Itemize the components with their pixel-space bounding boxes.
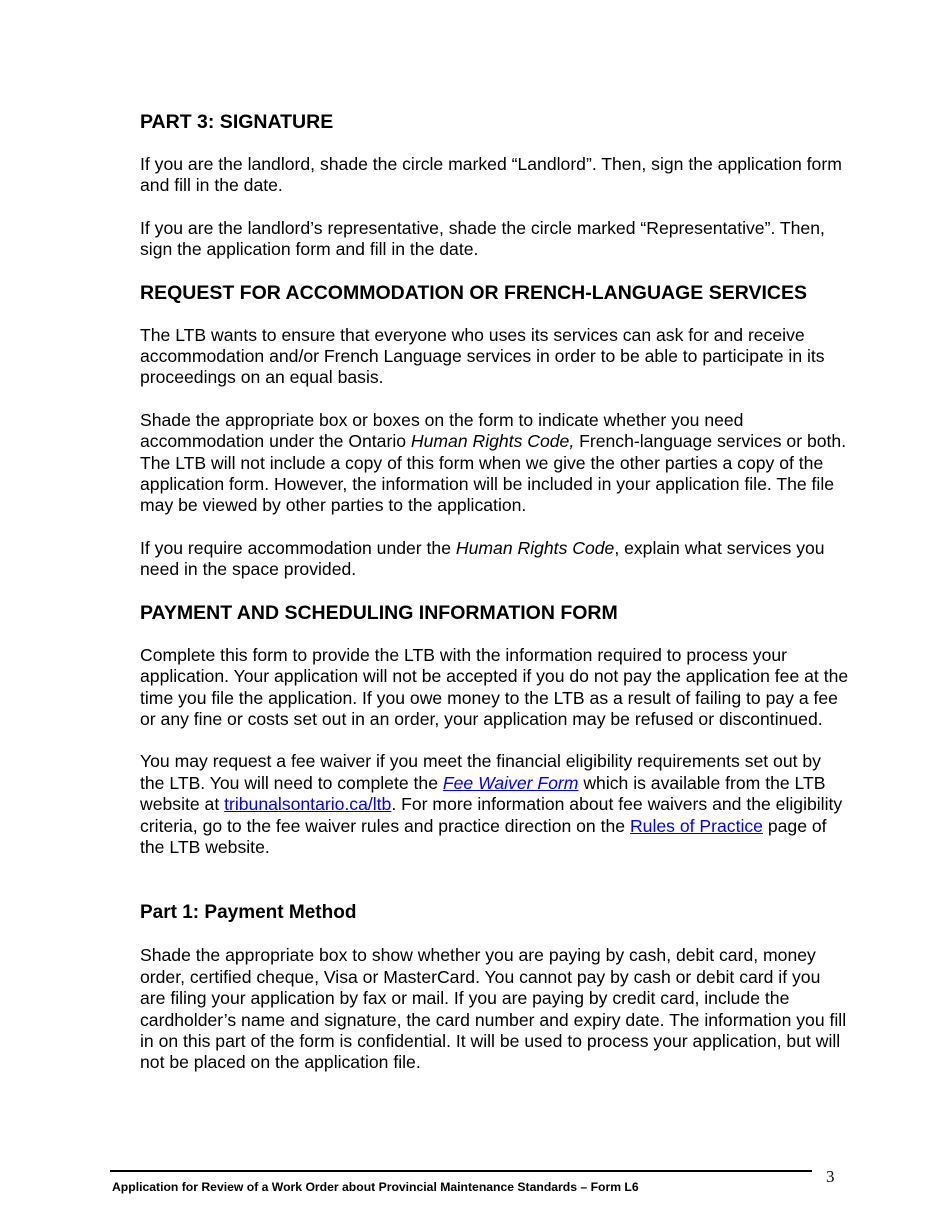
accommodation-para-shade [140,410,850,517]
part1-heading: Part 1: Payment Method [140,902,357,924]
footer-divider [110,1170,812,1172]
accommodation-para-explain [140,538,850,581]
part3-para-representative: If you are the landlord’s representative, shade the circle marked “Representative”. Then, sign the application form and fill in the date. [140,217,825,260]
accommodation-heading: REQUEST FOR ACCOMMODATION OR FRENCH-LANGUAGE SERVICES [140,281,807,304]
part3-para-landlord: If you are the landlord, shade the circle marked “Landlord”. Then, sign the application form and fill in the date. [140,154,842,196]
footer-form-title: Application for Review of a Work Order about Provincial Maintenance Standards – Form L6 [112,1180,639,1194]
page-number: 3 [826,1167,835,1186]
fee-waiver-form-link[interactable] [443,773,579,793]
text-run: Shade the appropriate box or boxes on the form to indicate whether you need accommodation under the Ontario [140,409,744,452]
payment-para-complete: Complete this form to provide the LTB with the information required to process your application. Your application will not be accepted if you do not pay the application fee at the time you file the application. If you owe money to the LTB as a result of failing to pay a fee or any fine or costs set out in an order, your application may be refused or discontinued. [140,644,849,729]
text-run: French-language services or both. The LTB will not include a copy of this form when we give the other parties a copy of the application form. However, the information will be included in your application file. The file may be viewed by other parties to the application. [140,431,847,516]
payment-para-fee-waiver [140,751,850,858]
text-run: which is available from the LTB website at [140,772,826,815]
rules-of-practice-link[interactable]: Rules of Practice [629,815,763,836]
part1-para-payment-method: Shade the appropriate box to show whether you are paying by cash, debit card, money order, certified cheque, Visa or MasterCard. You cannot pay by cash or debit card if you are filing your application by fax or mail. If you are paying by credit card, include the cardholder’s name and signature, the card number and expiry date. The information you fill in on this part of the form is confidential. It will be used to process your application, but will not be placed on the application file. [140,945,847,1073]
text-run: . For more information about fee waivers and the eligibility criteria, go to the fee waiver rules and practice direction on the [140,794,843,836]
accommodation-para-intro: The LTB wants to ensure that everyone who uses its services can ask for and receive accommodation and/or French Language services in order to be able to participate in its proceedings on an equal basis. [140,324,825,388]
text-run: , explain what services you need in the space provided. [140,537,825,580]
human-rights-code-italic: Human Rights Code [455,537,615,558]
payment-heading: PAYMENT AND SCHEDULING INFORMATION FORM [140,601,618,624]
text-run: If you require accommodation under the [140,537,456,558]
fee-waiver-form-link-text: Fee Waiver Form [442,772,579,793]
tribunals-website-link[interactable]: tribunalsontario.ca/ltb [224,794,392,815]
text-run: page of the LTB website. [140,815,827,857]
text-run: You may request a fee waiver if you meet the financial eligibility requirements set out by the LTB. You will need to complete the [140,751,821,793]
human-rights-code-italic: Human Rights Code, [410,431,575,452]
part3-heading: PART 3: SIGNATURE [140,111,334,133]
page-content [140,110,850,1074]
